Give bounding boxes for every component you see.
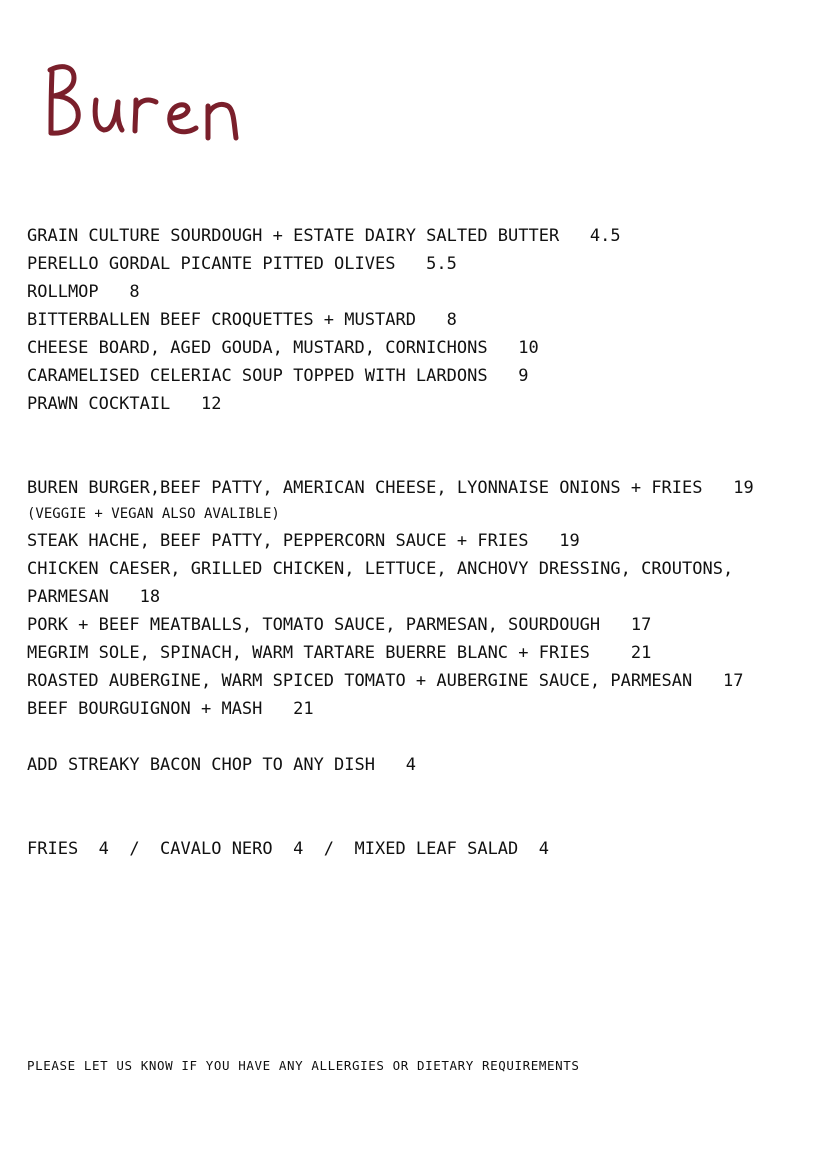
menu-body (27, 222, 807, 863)
buren-logo (40, 58, 260, 154)
menu-item: PRAWN COCKTAIL 12 (27, 394, 222, 414)
section-spacer (27, 779, 807, 835)
menu-item: CHEESE BOARD, AGED GOUDA, MUSTARD, CORNICHONS 10 (27, 338, 539, 358)
menu-item-bourguignon: BEEF BOURGUIGNON + MASH 21 (27, 699, 314, 719)
menu-item-sole: MEGRIM SOLE, SPINACH, WARM TARTARE BUERRE BLANC + FRIES 21 (27, 643, 652, 663)
menu-item-meatballs: PORK + BEEF MEATBALLS, TOMATO SAUCE, PARMESAN, SOURDOUGH 17 (27, 615, 652, 635)
menu-item-aubergine: ROASTED AUBERGINE, WARM SPICED TOMATO + AUBERGINE SAUCE, PARMESAN 17 (27, 671, 744, 691)
menu-item-burger: BUREN BURGER,BEEF PATTY, AMERICAN CHEESE, LYONNAISE ONIONS + FRIES 19 (27, 478, 754, 498)
menu-item-steak: STEAK HACHE, BEEF PATTY, PEPPERCORN SAUCE + FRIES 19 (27, 531, 580, 551)
mains-section (27, 474, 807, 723)
menu-item-caesar-line-2: PARMESAN 18 (27, 587, 161, 607)
menu-item: BITTERBALLEN BEEF CROQUETTES + MUSTARD 8 (27, 310, 457, 330)
menu-item: PERELLO GORDAL PICANTE PITTED OLIVES 5.5 (27, 254, 457, 274)
menu-item-caesar-line-1: CHICKEN CAESER, GRILLED CHICKEN, LETTUCE, ANCHOVY DRESSING, CROUTONS, (27, 559, 734, 579)
allergy-notice: PLEASE LET US KNOW IF YOU HAVE ANY ALLERGIES OR DIETARY REQUIREMENTS (27, 1058, 580, 1073)
starters-section (27, 222, 807, 418)
menu-item: ROLLMOP 8 (27, 282, 140, 302)
menu-item: CARAMELISED CELERIAC SOUP TOPPED WITH LARDONS 9 (27, 366, 529, 386)
menu-item: GRAIN CULTURE SOURDOUGH + ESTATE DAIRY SALTED BUTTER 4.5 (27, 226, 621, 246)
section-spacer (27, 418, 807, 474)
sides-line: FRIES 4 / CAVALO NERO 4 / MIXED LEAF SALAD 4 (27, 839, 549, 859)
buren-handwritten-logo-graphic (40, 58, 260, 154)
menu-item-note: (VEGGIE + VEGAN ALSO AVALIBLE) (27, 506, 280, 522)
section-spacer (27, 723, 807, 751)
addon-line: ADD STREAKY BACON CHOP TO ANY DISH 4 (27, 755, 416, 775)
